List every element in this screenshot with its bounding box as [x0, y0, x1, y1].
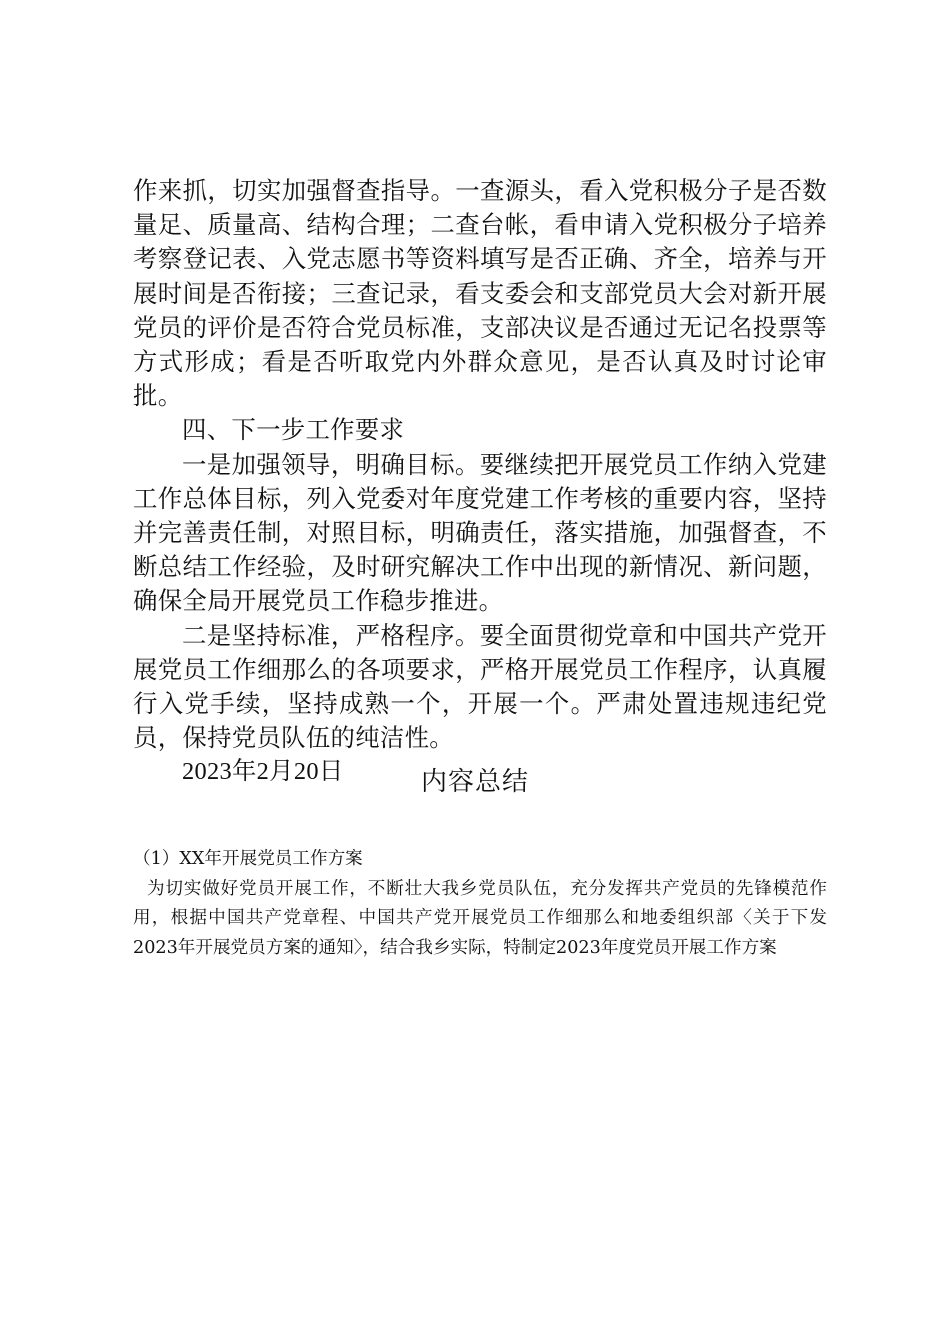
- summary-title: 内容总结: [420, 767, 529, 797]
- summary-item-body: 为切实做好党员开展工作，不断壮大我乡党员队伍，充分发挥共产党员的先锋模范作用，根据中国共产党章程、中国共产党开展党员工作细那么和地委组织部〈关于下发2023年开展党员方案的通知〉，结合我乡实际，特制定2023年度党员开展工作方案: [133, 878, 827, 958]
- document-date: 2023年2月20日: [182, 758, 344, 786]
- summary-item-title: （1）XX年开展党员工作方案: [133, 849, 363, 869]
- body-paragraph-leadership: 一是加强领导，明确目标。要继续把开展党员工作纳入党建工作总体目标，列入党委对年度党建工作考核的重要内容，坚持并完善责任制，对照目标，明确责任，落实措施，加强督查，不断总结工作经验，及时研究解决工作中出现的新情况、新问题，确保全局开展党员工作稳步推进。: [133, 449, 827, 616]
- body-paragraph-standards: 二是坚持标准，严格程序。要全面贯彻党章和中国共产党开展党员工作细那么的各项要求，严格开展党员工作程序，认真履行入党手续，坚持成熟一个，开展一个。严肃处置违规违纪党员，保持党员队伍的纯洁性。: [133, 620, 827, 753]
- body-paragraph-continuation: 作来抓，切实加强督查指导。一查源头，看入党积极分子是否数量足、质量高、结构合理；二查台帐，看申请入党积极分子培养考察登记表、入党志愿书等资料填写是否正确、齐全，培养与开展时间是否衔接；三查记录，看支委会和支部党员大会对新开展党员的评价是否符合党员标准，支部决议是否通过无记名投票等方式形成；看是否听取党内外群众意见，是否认真及时讨论审批。: [133, 176, 827, 411]
- summary-section: [133, 845, 827, 963]
- document-body: [133, 174, 827, 790]
- section-heading-next-steps: 四、下一步工作要求: [182, 415, 405, 445]
